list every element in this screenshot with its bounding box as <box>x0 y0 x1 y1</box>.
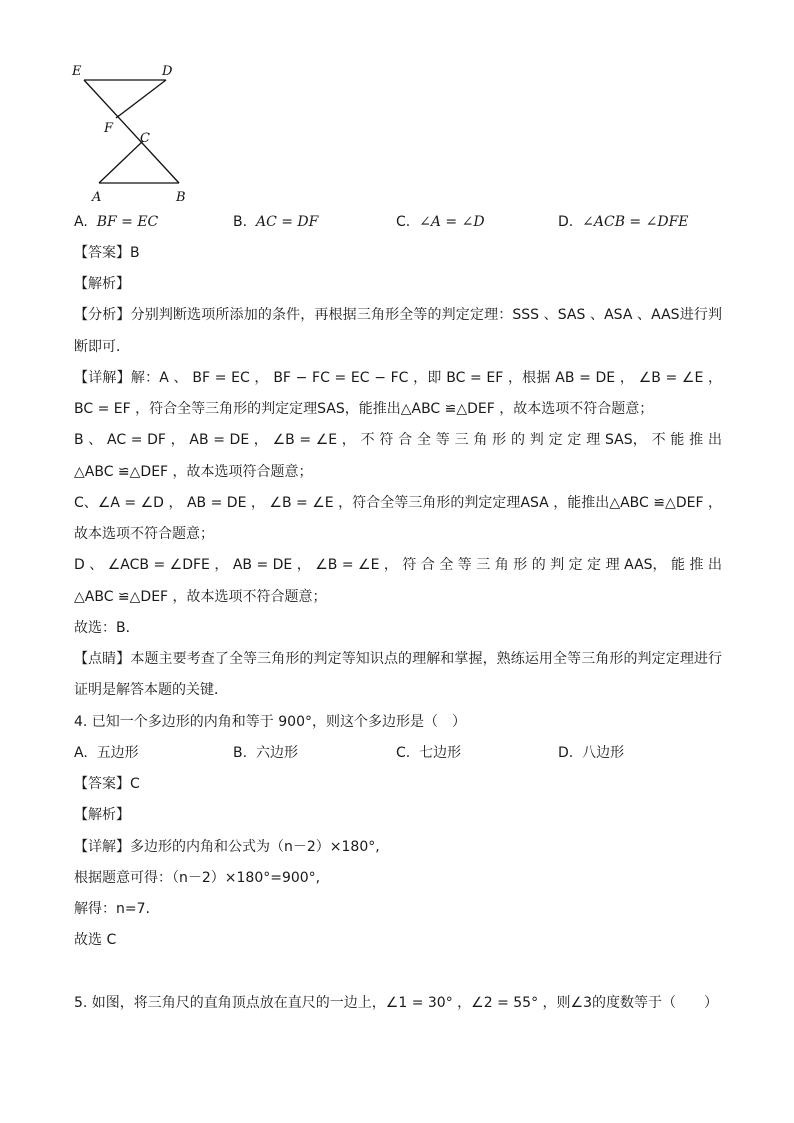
option-text: 五边形 <box>96 745 139 761</box>
option-letter: A. <box>74 214 88 230</box>
q5-question: 5. 如图，将三角尺的直角顶点放在直尺的一边上，∠1 = 30° ，∠2 = 55° ，则∠3的度数等于（ ） <box>74 995 718 1011</box>
q3-comment-line: 【点睛】本题主要考查了全等三角形的判定等知识点的理解和掌握，熟练运用全等三角形的判定定理进行 <box>74 651 722 667</box>
q4-option-b <box>233 743 298 763</box>
q3-detail-line: △ABC ≌△DEF ，故本选项符合题意； <box>74 464 313 480</box>
q4-detail-line: 【详解】多边形的内角和公式为（n－2）×180°, <box>74 839 380 855</box>
q4-detail-line: 解得：n=7. <box>74 901 150 917</box>
q3-option-a <box>74 212 158 232</box>
label-D: D <box>162 64 173 79</box>
option-letter: B. <box>233 745 248 761</box>
label-E: E <box>72 64 82 79</box>
segment-AC <box>99 141 143 183</box>
q4-option-d <box>558 743 624 763</box>
q4-question: 4. 已知一个多边形的内角和等于 900°，则这个多边形是（ ） <box>74 714 466 730</box>
option-letter: D. <box>558 745 574 761</box>
q3-detail-line: 【详解】解：A 、 BF = EC ， BF − FC = EC − FC ，即 BC = EF ，根据 AB = DE ， ∠B = ∠E ， <box>74 370 722 386</box>
q3-conclusion: 故选：B． <box>74 620 140 636</box>
option-text: ∠A = ∠D <box>419 214 485 230</box>
option-letter: D. <box>558 214 574 230</box>
option-letter: C. <box>396 745 411 761</box>
q4-option-a <box>74 743 139 763</box>
label-C: C <box>140 131 150 146</box>
q3-comment-line: 证明是解答本题的关键． <box>74 682 228 698</box>
q4-answer: 【答案】C <box>74 776 140 792</box>
option-text: 六边形 <box>255 745 298 761</box>
option-text: BF = EC <box>96 214 159 230</box>
q3-detail-line: C、∠A = ∠D ， AB = DE ， ∠B = ∠E ，符合全等三角形的判定定理ASA ，能推出△ABC ≌△DEF ， <box>74 495 722 511</box>
q3-detail-line: 故本选项不符合题意； <box>74 526 214 542</box>
q3-analysis-heading: 【解析】 <box>74 276 130 292</box>
q3-detail-line: B 、 AC = DF ， AB = DE ， ∠B = ∠E ， 不 符 合 全 等 三 角 形 的 判 定 定 理 SAS， 不 能 推 出 <box>74 432 722 448</box>
geometry-figure <box>66 60 206 205</box>
segment-EB <box>84 80 179 183</box>
q3-analysis-line: 【分析】分别判断选项所添加的条件，再根据三角形全等的判定定理：SSS 、SAS 、ASA 、AAS进行判 <box>74 307 722 323</box>
q4-conclusion: 故选 C <box>74 932 117 948</box>
q4-option-c <box>396 743 461 763</box>
q3-detail-line: △ABC ≌△DEF ，故本选项不符合题意； <box>74 589 327 605</box>
q3-option-b <box>233 212 318 232</box>
q3-answer: 【答案】B <box>74 245 140 261</box>
segment-DF <box>116 80 166 118</box>
q3-option-d <box>558 212 689 232</box>
q3-option-c <box>396 212 485 232</box>
label-A: A <box>92 190 102 205</box>
option-letter: C. <box>396 214 411 230</box>
option-text: ∠ACB = ∠DFE <box>582 214 689 230</box>
q4-analysis-heading: 【解析】 <box>74 807 130 823</box>
option-text: 八边形 <box>582 745 625 761</box>
option-letter: A. <box>74 745 88 761</box>
option-text: AC = DF <box>255 214 319 230</box>
q4-detail-line: 根据题意可得：（n－2）×180°=900°, <box>74 870 321 886</box>
q3-detail-line: D 、 ∠ACB = ∠DFE ， AB = DE ， ∠B = ∠E ， 符 合 全 等 三 角 形 的 判 定 定 理 AAS， 能 推 出 <box>74 557 722 573</box>
q3-analysis-line: 断即可． <box>74 339 130 355</box>
label-B: B <box>176 190 186 205</box>
q3-detail-line: BC = EF ，符合全等三角形的判定定理SAS，能推出△ABC ≌△DEF ，故本选项不符合题意； <box>74 401 654 417</box>
label-F: F <box>104 121 114 136</box>
option-letter: B. <box>233 214 248 230</box>
option-text: 七边形 <box>419 745 462 761</box>
